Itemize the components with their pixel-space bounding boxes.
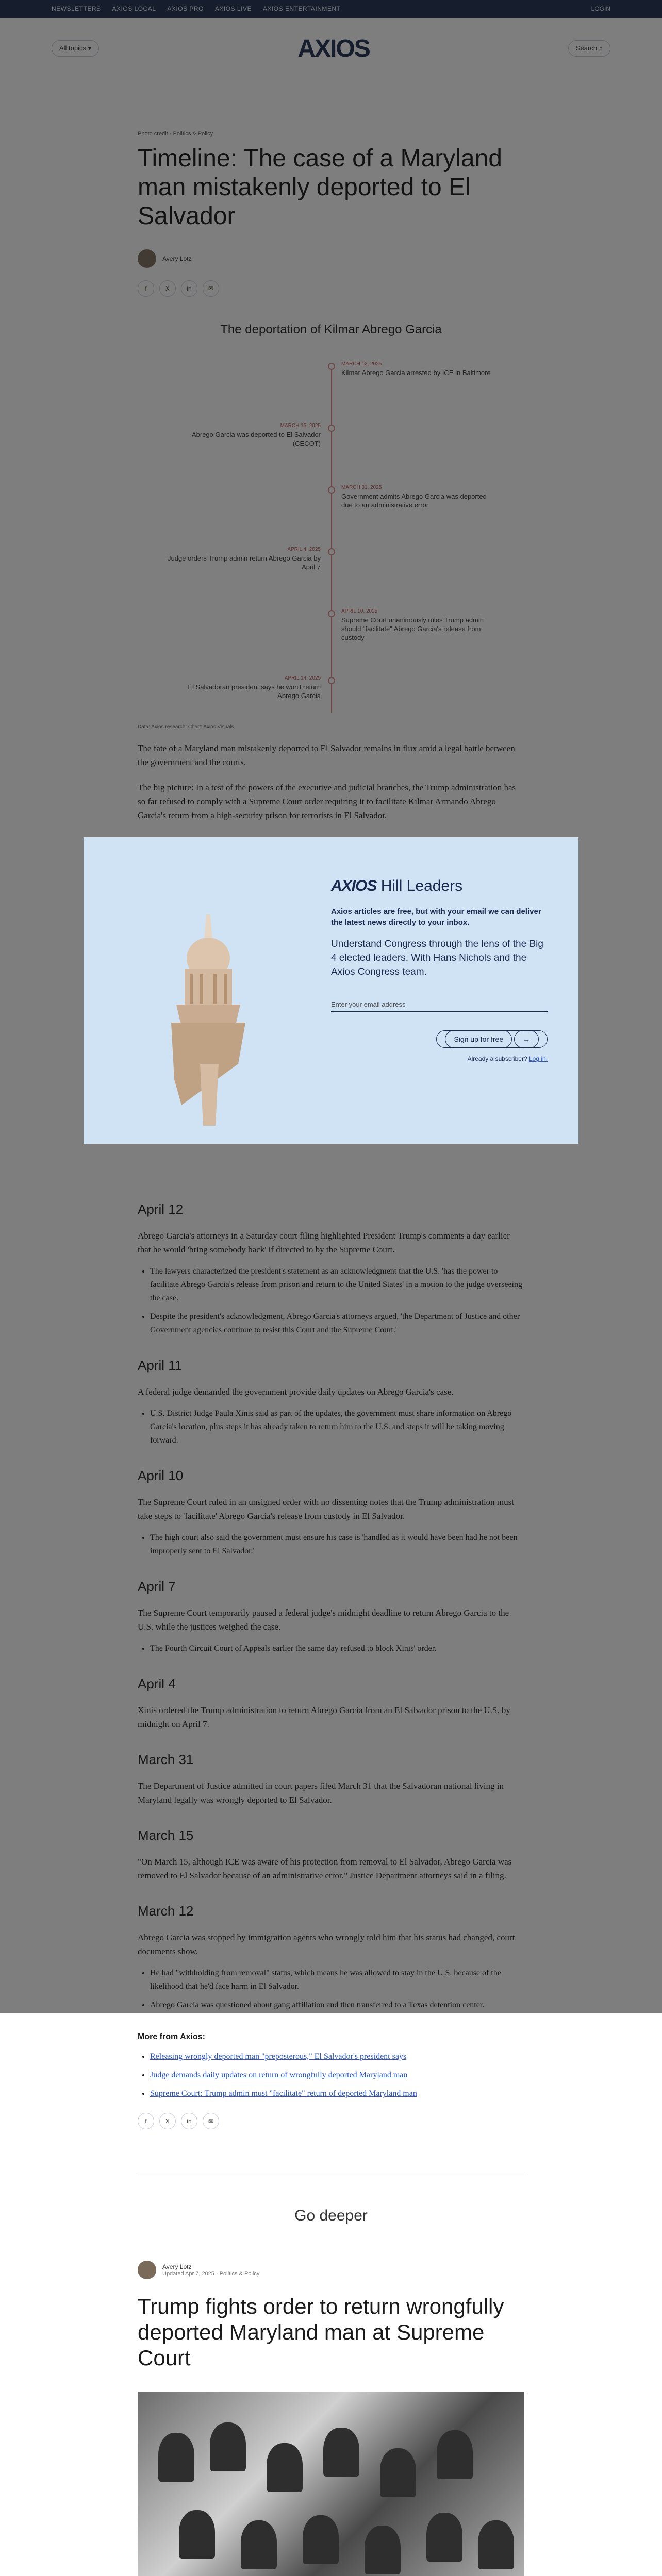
author-avatar[interactable] bbox=[138, 2261, 156, 2279]
modal-content bbox=[331, 837, 578, 1144]
facebook-icon[interactable]: f bbox=[138, 2113, 154, 2129]
list-item bbox=[150, 2087, 524, 2100]
photo-figure bbox=[380, 2448, 416, 2497]
signup-row bbox=[331, 1030, 548, 1048]
related-link[interactable]: Releasing wrongly deported man "preposterous," El Salvador's president says bbox=[150, 2052, 407, 2061]
modal-login-link[interactable]: Log in. bbox=[528, 1055, 548, 1062]
related-link[interactable]: Judge demands daily updates on return of wrongfully deported Maryland man bbox=[150, 2071, 408, 2079]
photo-figure bbox=[303, 2515, 339, 2564]
modal-intro: Axios articles are free, but with your email we can deliver the latest news directly to your inbox. bbox=[331, 907, 541, 927]
author-name[interactable]: Avery Lotz bbox=[162, 2263, 192, 2270]
more-links bbox=[138, 2050, 524, 2100]
go-deeper-heading: Go deeper bbox=[138, 2176, 524, 2225]
photo-figure bbox=[478, 2520, 514, 2569]
photo-figure bbox=[437, 2430, 473, 2479]
newsletter-modal bbox=[84, 837, 578, 1144]
related-link[interactable]: Supreme Court: Trump admin must "facilitate" return of deported Maryland man bbox=[150, 2089, 417, 2098]
list-item bbox=[150, 2050, 524, 2063]
newsletter-name: Hill Leaders bbox=[380, 877, 463, 894]
photo-figure bbox=[179, 2510, 215, 2559]
photo-figure bbox=[267, 2443, 303, 2492]
signup-button[interactable] bbox=[436, 1030, 548, 1048]
photo-figure bbox=[323, 2428, 359, 2477]
newsletter-brand bbox=[331, 877, 548, 895]
share-bar-bottom bbox=[138, 2113, 524, 2129]
card-byline bbox=[138, 2261, 524, 2279]
signup-label: Sign up for free bbox=[445, 1030, 512, 1048]
photo-figure bbox=[158, 2433, 194, 2482]
card-date: Updated Apr 7, 2025 · Politics & Policy bbox=[162, 2270, 260, 2277]
card-headline[interactable]: Trump fights order to return wrongfully deported Maryland man at Supreme Court bbox=[138, 2294, 504, 2370]
card-photo bbox=[138, 2392, 524, 2576]
already-subscriber bbox=[331, 1055, 548, 1062]
linkedin-icon[interactable]: in bbox=[181, 2113, 197, 2129]
list-item bbox=[150, 2069, 524, 2082]
capitol-illustration bbox=[84, 837, 331, 1144]
already-label: Already a subscriber? bbox=[467, 1055, 527, 1062]
x-icon[interactable]: X bbox=[159, 2113, 176, 2129]
photo-figure bbox=[241, 2520, 277, 2569]
photo-figure bbox=[426, 2513, 462, 2562]
more-title: More from Axios: bbox=[138, 2032, 205, 2041]
more-from-axios bbox=[138, 2032, 524, 2100]
capitol-dome-icon bbox=[84, 837, 331, 1144]
photo-figure bbox=[365, 2526, 401, 2574]
arrow-right-icon: → bbox=[514, 1030, 539, 1048]
photo-figure bbox=[210, 2422, 246, 2471]
email-icon[interactable]: ✉ bbox=[203, 2113, 219, 2129]
modal-description: Understand Congress through the lens of the Big 4 elected leaders. With Hans Nichols and the Axios Congress team. bbox=[331, 939, 543, 977]
related-card bbox=[138, 2261, 524, 2576]
brand-logo: AXIOS bbox=[331, 877, 377, 894]
email-field[interactable]: Enter your email address bbox=[331, 1001, 548, 1012]
